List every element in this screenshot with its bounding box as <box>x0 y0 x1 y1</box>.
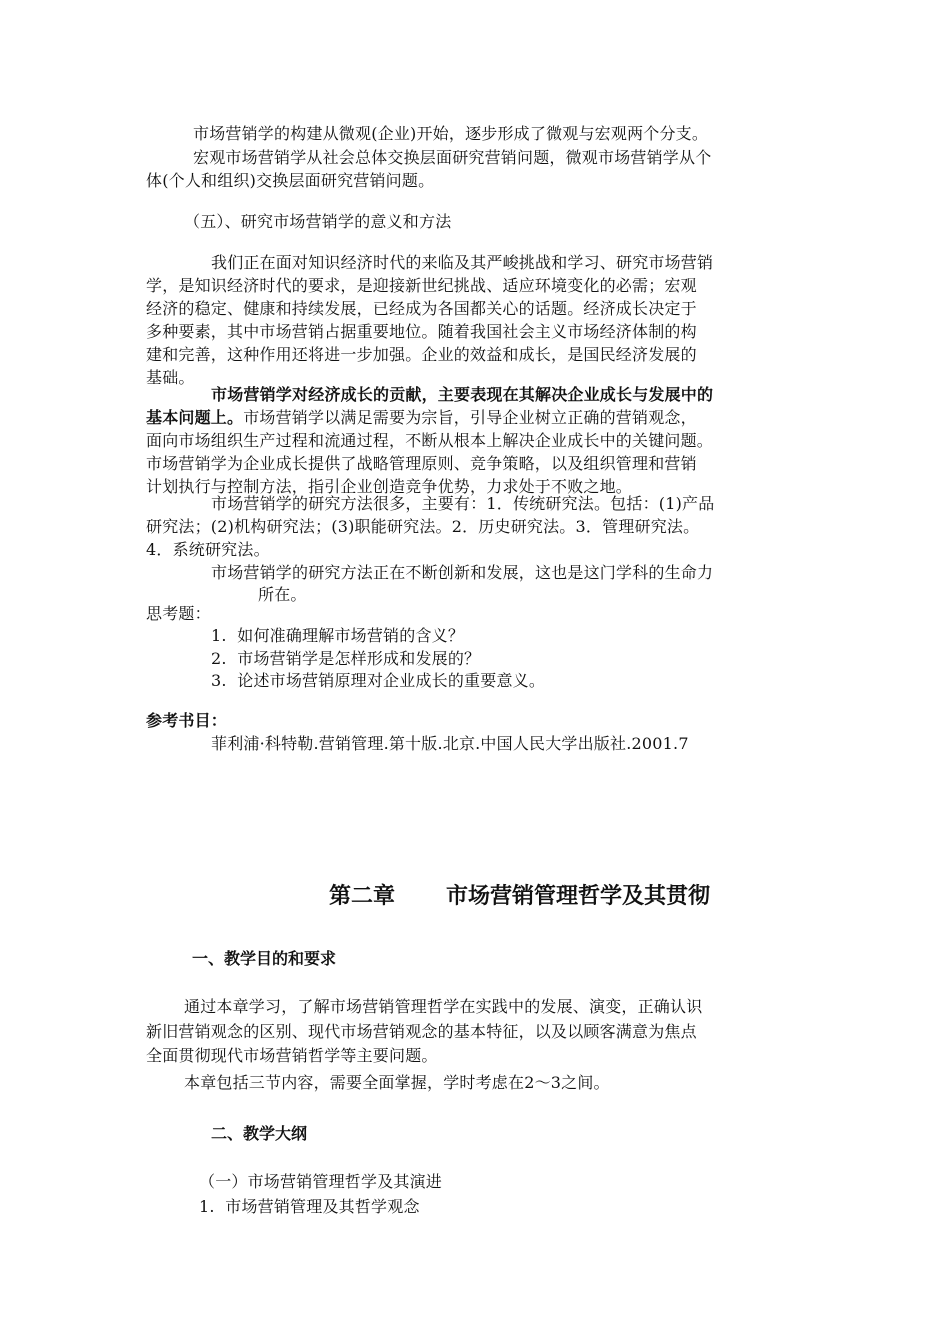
paragraph-line: 宏观市场营销学从社会总体交换层面研究营销问题，微观市场营销学从个 <box>193 148 712 167</box>
paragraph-line: 市场营销学的研究方法正在不断创新和发展，这也是这门学科的生命力 <box>211 563 714 582</box>
question-text: 如何准确理解市场营销的含义？ <box>237 626 465 645</box>
outline-number: 1. <box>199 1197 215 1216</box>
paragraph-line: 多种要素，其中市场营销占据重要地位。随着我国社会主义市场经济体制的构 <box>146 322 697 341</box>
paragraph-line: 新旧营销观念的区别、现代市场营销观念的基本特征，以及以顾客满意为焦点 <box>146 1022 697 1041</box>
question-text: 论述市场营销原理对企业成长的重要意义。 <box>237 671 546 690</box>
chapter-number: 第二章 <box>329 884 396 909</box>
paragraph-line: 研究法；(2)机构研究法；(3)职能研究法。2．历史研究法。3．管理研究法。 <box>146 517 700 536</box>
section-heading: （五）、研究市场营销学的意义和方法 <box>184 212 452 231</box>
questions-label: 思考题： <box>146 604 211 623</box>
section-heading: 一、教学目的和要求 <box>192 949 337 968</box>
paragraph-line: 市场营销学的研究方法很多，主要有：1．传统研究法。包括：(1)产品 <box>211 494 715 513</box>
paragraph-line: 本章包括三节内容，需要全面掌握，学时考虑在2～3之间。 <box>184 1073 610 1092</box>
paragraph-line: 4．系统研究法。 <box>146 540 270 559</box>
bold-phrase: 基本问题上。 <box>146 408 244 427</box>
chapter-title: 市场营销管理哲学及其贯彻 <box>446 884 711 909</box>
question-item <box>211 648 480 670</box>
outline-item <box>199 1196 420 1218</box>
paragraph-line: 全面贯彻现代市场营销哲学等主要问题。 <box>146 1046 438 1065</box>
reference-item: 菲利浦·科特勒.营销管理.第十版.北京.中国人民大学出版社.2001.7 <box>211 734 689 753</box>
paragraph-line: 市场营销学为企业成长提供了战略管理原则、竞争策略，以及组织管理和营销 <box>146 454 697 473</box>
paragraph-line: 经济的稳定、健康和持续发展，已经成为各国都关心的话题。经济成长决定于 <box>146 299 697 318</box>
paragraph-line: 面向市场组织生产过程和流通过程，不断从根本上解决企业成长中的关键问题。 <box>146 431 714 450</box>
question-item <box>211 670 545 692</box>
question-number: 2. <box>211 649 227 668</box>
paragraph-line: 基础。 <box>146 368 195 387</box>
paragraph-line: 所在。 <box>258 585 307 604</box>
paragraph-line: 计划执行与控制方法，指引企业创造竞争优势，力求处于不败之地。 <box>146 477 633 496</box>
paragraph-line: 我们正在面对知识经济时代的来临及其严峻挑战和学习、研究市场营销 <box>211 253 714 272</box>
section-heading: 二、教学大纲 <box>211 1124 308 1143</box>
paragraph-text: 市场营销学以满足需要为宗旨，引导企业树立正确的营销观念， <box>243 408 697 427</box>
paragraph-line: 市场营销学的构建从微观(企业)开始，逐步形成了微观与宏观两个分支。 <box>193 124 709 143</box>
outline-text: 市场营销管理及其哲学观念 <box>225 1197 420 1216</box>
paragraph-line: 建和完善，这种作用还将进一步加强。企业的效益和成长，是国民经济发展的 <box>146 345 697 364</box>
question-text: 市场营销学是怎样形成和发展的？ <box>237 649 481 668</box>
question-item <box>211 625 464 647</box>
references-label: 参考书目： <box>146 711 228 730</box>
subsection-heading: （一）市场营销管理哲学及其演进 <box>199 1172 443 1191</box>
paragraph-line <box>146 407 697 429</box>
question-number: 1. <box>211 626 227 645</box>
paragraph-line: 通过本章学习，了解市场营销管理哲学在实践中的发展、演变，正确认识 <box>184 997 703 1016</box>
bold-paragraph-line: 市场营销学对经济成长的贡献，主要表现在其解决企业成长与发展中的 <box>211 385 714 404</box>
paragraph-line: 体(个人和组织)交换层面研究营销问题。 <box>146 171 435 190</box>
paragraph-line: 学，是知识经济时代的要求，是迎接新世纪挑战、适应环境变化的必需；宏观 <box>146 276 697 295</box>
question-number: 3. <box>211 671 227 690</box>
